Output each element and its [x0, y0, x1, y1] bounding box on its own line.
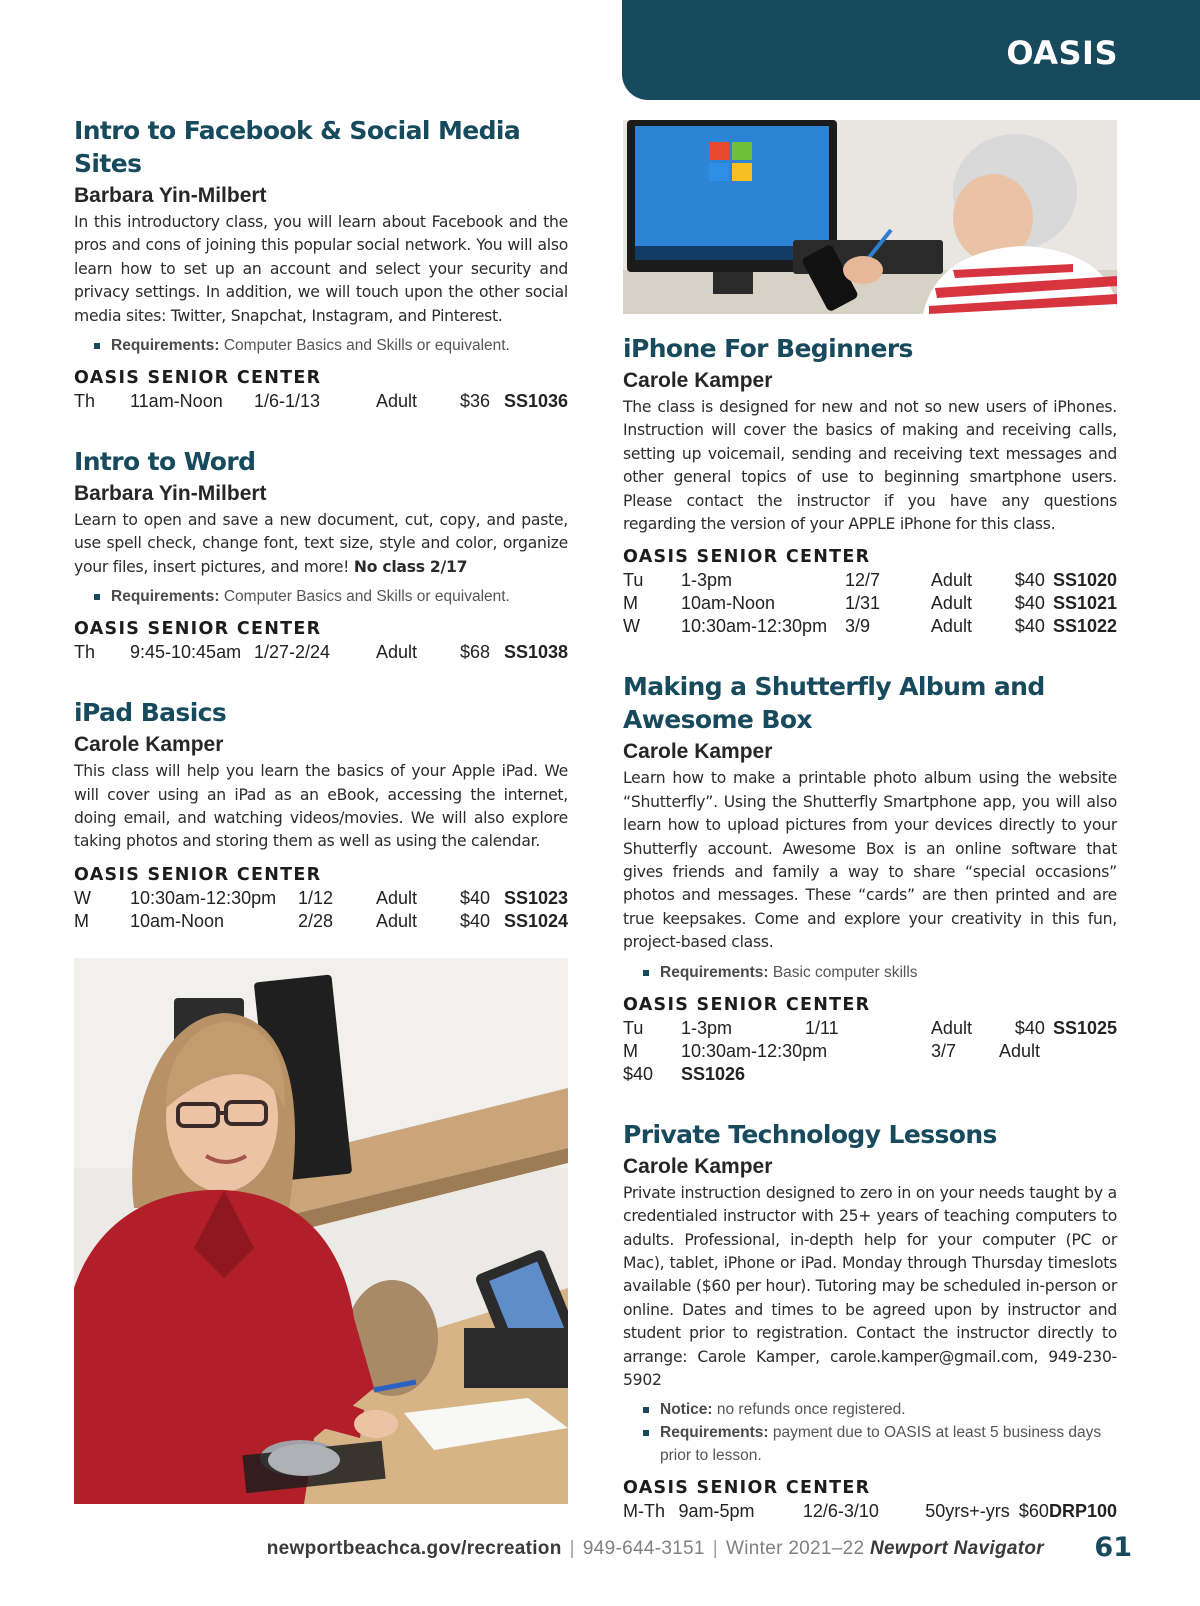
instructor-name: Carole Kamper: [623, 1154, 773, 1178]
session-price: $40: [623, 1063, 654, 1084]
venue-name: OASIS SENIOR CENTER: [623, 1478, 871, 1499]
session-time: 10:30am-12:30pm: [680, 616, 828, 637]
schedule-table: [74, 390, 568, 413]
schedule-table: [623, 1040, 1117, 1063]
course-code: SS1036: [503, 391, 568, 412]
session-day: W: [74, 887, 91, 908]
footer-separator: |: [712, 1538, 719, 1559]
venue-name: OASIS SENIOR CENTER: [74, 619, 322, 640]
footer-line: [267, 1538, 1044, 1560]
session-time: 10am-Noon: [130, 910, 225, 931]
footer-season: Winter 2021–22: [726, 1538, 865, 1559]
course-code: SS1024: [503, 910, 568, 931]
schedule-table: [623, 1017, 1117, 1040]
schedule-row: [623, 592, 1117, 615]
session-age: Adult: [930, 570, 972, 591]
schedule-table: [623, 1063, 1117, 1086]
course-code: SS1026: [681, 1063, 746, 1084]
session-dates: 1/6-1/13: [254, 391, 321, 412]
photo-illustration: [623, 120, 1117, 314]
session-price: $40: [459, 910, 490, 931]
session-day: Tu: [623, 1017, 644, 1038]
schedule-table: [74, 887, 568, 933]
instructor-name: Carole Kamper: [74, 733, 224, 757]
session-day: M: [623, 1040, 638, 1061]
page-number: 61: [1094, 1532, 1132, 1563]
course-code: SS1021: [1052, 593, 1117, 614]
schedule-table: [623, 1500, 1117, 1523]
course-code: SS1023: [503, 887, 568, 908]
schedule-row: [623, 1017, 1117, 1040]
requirements-label: Requirements:: [111, 337, 220, 355]
session-day: W: [623, 616, 640, 637]
footer-phone: 949-644-3151: [582, 1538, 705, 1559]
venue-name: OASIS SENIOR CENTER: [623, 547, 871, 568]
course-description: [74, 509, 568, 579]
session-dates: 3/7: [931, 1040, 957, 1061]
notice-label: Notice:: [660, 1401, 713, 1419]
schedule-row: [623, 615, 1117, 638]
session-age: Adult: [376, 391, 418, 412]
session-price: $68: [459, 642, 490, 663]
session-age: Adult: [930, 616, 972, 637]
session-dates: 1/31: [844, 593, 880, 614]
session-age: Adult: [376, 910, 418, 931]
session-time: 1-3pm: [680, 570, 732, 591]
instructor-name: Carole Kamper: [623, 369, 773, 392]
session-age: Adult: [376, 642, 418, 663]
instructor-name: Carole Kamper: [623, 740, 773, 764]
no-class-notice: No class 2/17: [353, 557, 468, 576]
session-dates: 1/11: [804, 1017, 839, 1038]
requirements-label: Requirements:: [111, 588, 220, 606]
section-title: OASIS: [1006, 34, 1118, 72]
session-price: $36: [459, 391, 490, 412]
course-code: DRP100: [1048, 1501, 1117, 1522]
venue-name: OASIS SENIOR CENTER: [74, 368, 322, 389]
session-time: 10:30am-12:30pm: [681, 1040, 828, 1061]
schedule-row: [623, 1500, 1117, 1523]
requirements-text: Computer Basics and Skills or equivalent.: [223, 337, 510, 355]
instructor-name: Barbara Yin-Milbert: [74, 184, 267, 207]
footer-magazine-title: Newport Navigator: [869, 1538, 1044, 1559]
session-price: $40: [1014, 616, 1045, 637]
session-dates: 3/9: [844, 616, 870, 637]
course-code: SS1020: [1052, 570, 1117, 591]
session-time: 9:45-10:45am: [130, 642, 242, 663]
session-dates: 2/28: [298, 910, 334, 931]
course-description: Learn how to make a printable photo album using the website “Shutterfly”. Using the Shutterfly Smartphone app, you will also learn how to upload pictures from your devices directly to your Shutterfly account. Awesome Box is an online software that gives friends and family a way to share “special occasions” photos and messages. These “cards” are then printed and are true keepsakes. Come and explore your creativity in this fun, project-based class.: [623, 769, 1117, 952]
schedule-table: [74, 641, 568, 664]
session-price: $60: [1018, 1501, 1049, 1522]
section-banner: [622, 0, 1200, 100]
course-private-lessons: [623, 1118, 1117, 1524]
session-day: Tu: [623, 570, 644, 591]
course-code: SS1025: [1052, 1017, 1117, 1038]
photo-illustration: [74, 958, 568, 1504]
session-price: $40: [1014, 1017, 1045, 1038]
course-title: Making a Shutterfly Album and Awesome Box: [623, 672, 1045, 735]
requirements-label: Requirements:: [660, 963, 769, 981]
left-column: [74, 114, 568, 965]
course-title: Private Technology Lessons: [623, 1119, 997, 1149]
schedule-row: [623, 1040, 1117, 1063]
course-title: Intro to Word: [74, 447, 256, 477]
session-age: Adult: [999, 1040, 1041, 1061]
requirements-note: [94, 334, 568, 357]
requirements-text: Basic computer skills: [772, 963, 918, 981]
course-code: SS1038: [503, 642, 568, 663]
course-intro-facebook: [74, 114, 568, 413]
session-dates: 1/12: [298, 887, 334, 908]
session-time: 9am-5pm: [678, 1501, 755, 1522]
session-day: Th: [74, 391, 96, 412]
course-title: iPad Basics: [74, 698, 227, 728]
session-dates: 12/6-3/10: [802, 1501, 879, 1522]
course-shutterfly-album: [623, 670, 1117, 1085]
course-notes: [643, 1398, 1117, 1467]
course-iphone-beginners: [623, 332, 1117, 638]
session-time: 10am-Noon: [680, 593, 776, 614]
requirements-text: Computer Basics and Skills or equivalent.: [223, 588, 510, 606]
course-intro-word: [74, 445, 568, 664]
session-day: M: [74, 910, 89, 931]
schedule-row: [74, 390, 568, 413]
course-notes: [94, 585, 568, 608]
session-day: M: [623, 593, 638, 614]
schedule-row: [74, 910, 568, 933]
course-description: In this introductory class, you will learn about Facebook and the pros and cons of joining this popular social network. You will also learn how to set up an account and select your security and privacy settings. In addition, we will touch upon the other social media sites: Twitter, Snapchat, Instagram, and Pinterest.: [74, 213, 568, 325]
requirements-note: [643, 1421, 1117, 1467]
schedule-table: [623, 569, 1117, 638]
course-notes: [643, 961, 1117, 984]
session-dates: 1/27-2/24: [254, 642, 331, 663]
schedule-row: [623, 1063, 1117, 1086]
schedule-row: [74, 887, 568, 910]
session-day: Th: [74, 642, 96, 663]
description-text: Learn to open and save a new document, cut, copy, and paste, use spell check, change font, text size, style and color, organize your files, insert pictures, and more!: [74, 511, 568, 576]
course-description: This class will help you learn the basics of your Apple iPad. We will cover using an iPad as an eBook, accessing the internet, doing email, and watching videos/movies. We will also explore taking photos and storing them as well as using the calendar.: [74, 762, 568, 851]
schedule-row: [74, 641, 568, 664]
requirements-text: payment due to OASIS at least 5 business days prior to lesson.: [660, 1424, 1102, 1465]
session-time: 10:30am-12:30pm: [130, 887, 277, 908]
course-title: Intro to Facebook & Social Media Sites: [74, 116, 521, 178]
course-description: Private instruction designed to zero in on your needs taught by a credentialed instructor with 25+ years of teaching computers to adults. Professional, in-depth help for your computer (PC or Mac), tablet, iPhone or iPad. Monday through Thursday timeslots available ($60 per hour). Tutoring may be scheduled in-person or online. Dates and times to be agreed upon by instructor and student prior to registration. Contact the instructor directly to arrange: Carole Kamper, carole.kamper@gmail.com, 949-230-5902: [623, 1183, 1117, 1389]
schedule-row: [623, 569, 1117, 592]
footer-website-link[interactable]: newportbeachca.gov/recreation: [266, 1538, 562, 1559]
course-ipad-basics: [74, 696, 568, 933]
session-age: 50yrs+-yrs: [925, 1501, 1010, 1522]
session-price: $40: [1014, 570, 1045, 591]
course-code: SS1022: [1052, 616, 1117, 637]
footer-separator: |: [569, 1538, 575, 1559]
requirements-label: Requirements:: [660, 1424, 769, 1442]
notice-text: no refunds once registered.: [716, 1401, 906, 1419]
session-time: 11am-Noon: [130, 391, 223, 412]
course-notes: [94, 334, 568, 357]
session-price: $40: [459, 887, 490, 908]
session-age: Adult: [930, 593, 972, 614]
instructor-name: Barbara Yin-Milbert: [74, 482, 267, 506]
requirements-note: [643, 961, 1117, 984]
session-day: M-Th: [623, 1501, 665, 1522]
course-title: iPhone For Beginners: [623, 334, 913, 363]
photo-senior-at-desk: [74, 958, 568, 1504]
venue-name: OASIS SENIOR CENTER: [74, 864, 322, 885]
session-price: $40: [1014, 593, 1045, 614]
venue-name: OASIS SENIOR CENTER: [623, 994, 871, 1015]
notice-note: [643, 1398, 1117, 1421]
photo-senior-with-smartphone: [623, 120, 1117, 314]
schedule-block: [623, 1017, 1117, 1086]
right-column: [623, 332, 1117, 1555]
session-dates: 12/7: [844, 570, 880, 591]
requirements-note: [94, 585, 568, 608]
session-time: 1-3pm: [680, 1017, 733, 1038]
page-footer: [0, 1532, 1200, 1568]
session-age: Adult: [930, 1017, 972, 1038]
session-age: Adult: [376, 887, 418, 908]
course-description: The class is designed for new and not so new users of iPhones. Instruction will cover the basics of making and receiving calls, setting up voicemail, sending and receiving text messages and other general topics of use to beginning smartphone users. Please contact the instructor if you have any questions regarding the version of your APPLE iPhone for this class.: [623, 398, 1117, 534]
